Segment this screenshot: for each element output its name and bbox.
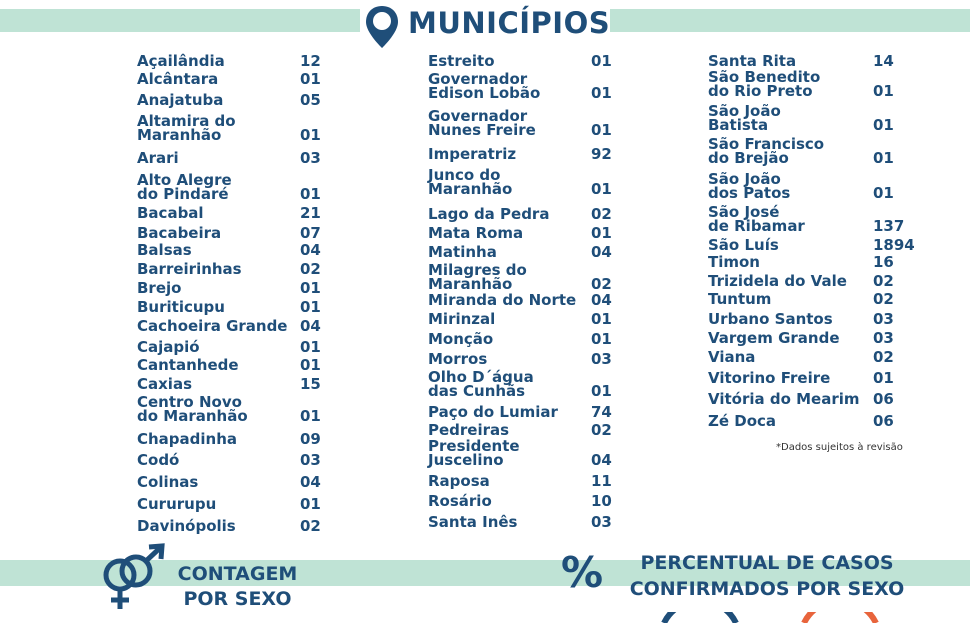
case-count: 06 bbox=[873, 390, 894, 408]
municipio-name: Davinópolis bbox=[137, 517, 236, 535]
municipio-name: Milagres do Maranhão bbox=[428, 261, 527, 293]
municipio-name: Alto Alegre do Pindaré bbox=[137, 171, 232, 203]
case-count: 01 bbox=[873, 149, 894, 167]
percent-icon: % bbox=[561, 548, 604, 597]
case-count: 11 bbox=[591, 472, 612, 490]
case-count: 03 bbox=[873, 310, 894, 328]
case-count: 01 bbox=[300, 70, 321, 88]
case-count: 09 bbox=[300, 430, 321, 448]
municipio-name: São Benedito do Rio Preto bbox=[708, 68, 821, 100]
case-count: 16 bbox=[873, 253, 894, 271]
municipio-name: Cantanhede bbox=[137, 356, 239, 374]
municipio-name: Codó bbox=[137, 451, 180, 469]
municipio-name: Lago da Pedra bbox=[428, 205, 550, 223]
case-count: 06 bbox=[873, 412, 894, 430]
municipio-name: Caxias bbox=[137, 375, 192, 393]
municipio-name: Presidente Juscelino bbox=[428, 437, 520, 469]
municipio-name: Junco do Maranhão bbox=[428, 166, 513, 198]
municipio-name: Mata Roma bbox=[428, 224, 524, 242]
case-count: 02 bbox=[300, 260, 321, 278]
case-count: 02 bbox=[873, 272, 894, 290]
municipio-name: Buriticupu bbox=[137, 298, 225, 316]
municipio-name: Zé Doca bbox=[708, 412, 777, 430]
municipio-name: Bacabal bbox=[137, 204, 204, 222]
case-count: 1894 bbox=[873, 236, 915, 254]
municipio-name: Brejo bbox=[137, 279, 182, 297]
municipio-name: Matinha bbox=[428, 243, 497, 261]
case-count: 01 bbox=[591, 121, 612, 139]
case-count: 01 bbox=[300, 338, 321, 356]
municipio-name: Governador Nunes Freire bbox=[428, 107, 536, 139]
case-count: 04 bbox=[591, 243, 612, 261]
case-count: 04 bbox=[300, 317, 321, 335]
municipio-name: Chapadinha bbox=[137, 430, 238, 448]
municipio-name: Viana bbox=[708, 348, 756, 366]
case-count: 14 bbox=[873, 52, 894, 70]
municipio-name: Arari bbox=[137, 149, 179, 167]
case-count: 04 bbox=[300, 241, 321, 259]
municipio-name: São João dos Patos bbox=[708, 170, 791, 202]
contagem-por-sexo-heading: CONTAGEM POR SEXO bbox=[177, 563, 298, 610]
case-count: 137 bbox=[873, 217, 905, 235]
case-count: 10 bbox=[591, 492, 612, 510]
case-count: 01 bbox=[873, 82, 894, 100]
female-percent-chart-arc bbox=[800, 612, 880, 623]
municipio-name: Raposa bbox=[428, 472, 490, 490]
case-count: 01 bbox=[300, 495, 321, 513]
municipio-name: Imperatriz bbox=[428, 145, 517, 163]
case-count: 12 bbox=[300, 52, 321, 70]
case-count: 02 bbox=[591, 275, 612, 293]
municipio-name: Vitória do Mearim bbox=[708, 390, 860, 408]
municipio-name: Trizidela do Vale bbox=[708, 272, 847, 290]
municipio-name: Barreirinhas bbox=[137, 260, 242, 278]
case-count: 01 bbox=[300, 126, 321, 144]
municipio-name: Anajatuba bbox=[137, 91, 224, 109]
case-count: 01 bbox=[873, 369, 894, 387]
case-count: 01 bbox=[591, 180, 612, 198]
municipio-name: São Francisco do Brejão bbox=[708, 135, 825, 167]
municipio-name: Cachoeira Grande bbox=[137, 317, 288, 335]
municipio-name: Tuntum bbox=[708, 290, 772, 308]
male-percent-chart-arc bbox=[660, 612, 740, 623]
case-count: 01 bbox=[591, 382, 612, 400]
case-count: 15 bbox=[300, 375, 321, 393]
case-count: 04 bbox=[591, 451, 612, 469]
municipio-name: Governador Edison Lobão bbox=[428, 70, 541, 102]
case-count: 03 bbox=[591, 350, 612, 368]
case-count: 04 bbox=[300, 473, 321, 491]
municipio-name: Olho D´água das Cunhãs bbox=[428, 368, 534, 400]
case-count: 07 bbox=[300, 224, 321, 242]
case-count: 74 bbox=[591, 403, 612, 421]
municipio-name: Colinas bbox=[137, 473, 199, 491]
case-count: 04 bbox=[591, 291, 612, 309]
municipio-name: Pedreiras bbox=[428, 421, 510, 439]
revision-note: *Dados sujeitos à revisão bbox=[776, 442, 903, 453]
case-count: 02 bbox=[873, 348, 894, 366]
municipio-name: Paço do Lumiar bbox=[428, 403, 558, 421]
case-count: 02 bbox=[873, 290, 894, 308]
municipio-name: Açailândia bbox=[137, 52, 225, 70]
case-count: 01 bbox=[873, 116, 894, 134]
municipio-name: Cajapió bbox=[137, 338, 200, 356]
municipio-name: Urbano Santos bbox=[708, 310, 833, 328]
case-count: 02 bbox=[591, 421, 612, 439]
case-count: 01 bbox=[300, 185, 321, 203]
municipio-name: Mirinzal bbox=[428, 310, 496, 328]
municipio-name: Santa Inês bbox=[428, 513, 518, 531]
case-count: 92 bbox=[591, 145, 612, 163]
case-count: 01 bbox=[591, 310, 612, 328]
case-count: 03 bbox=[300, 451, 321, 469]
municipio-name: Monção bbox=[428, 330, 494, 348]
location-pin-icon bbox=[364, 4, 400, 50]
municipio-name: Estreito bbox=[428, 52, 495, 70]
municipio-name: Santa Rita bbox=[708, 52, 797, 70]
municipio-name: Balsas bbox=[137, 241, 192, 259]
case-count: 03 bbox=[591, 513, 612, 531]
municipio-name: São Luís bbox=[708, 236, 779, 254]
municipio-name: Miranda do Norte bbox=[428, 291, 577, 309]
municipio-name: Centro Novo do Maranhão bbox=[137, 393, 248, 425]
gender-symbols-icon bbox=[98, 543, 170, 613]
case-count: 03 bbox=[873, 329, 894, 347]
municipio-name: Alcântara bbox=[137, 70, 219, 88]
case-count: 01 bbox=[300, 279, 321, 297]
case-count: 01 bbox=[300, 407, 321, 425]
case-count: 03 bbox=[300, 149, 321, 167]
case-count: 01 bbox=[591, 224, 612, 242]
case-count: 01 bbox=[300, 298, 321, 316]
municipio-name: Morros bbox=[428, 350, 488, 368]
case-count: 01 bbox=[591, 52, 612, 70]
case-count: 02 bbox=[300, 517, 321, 535]
municipio-name: Rosário bbox=[428, 492, 492, 510]
municipio-name: Vargem Grande bbox=[708, 329, 840, 347]
municipio-name: Altamira do Maranhão bbox=[137, 112, 236, 144]
case-count: 01 bbox=[300, 356, 321, 374]
case-count: 02 bbox=[591, 205, 612, 223]
municipio-name: Vitorino Freire bbox=[708, 369, 831, 387]
municipio-name: São José de Ribamar bbox=[708, 203, 805, 235]
case-count: 01 bbox=[591, 84, 612, 102]
percentual-heading: PERCENTUAL DE CASOS CONFIRMADOS POR SEXO bbox=[629, 552, 905, 600]
municipio-name: Timon bbox=[708, 253, 760, 271]
case-count: 01 bbox=[873, 184, 894, 202]
municipio-name: Bacabeira bbox=[137, 224, 222, 242]
page-title: MUNICÍPIOS bbox=[408, 6, 611, 40]
case-count: 21 bbox=[300, 204, 321, 222]
municipio-name: São João Batista bbox=[708, 102, 781, 134]
case-count: 05 bbox=[300, 91, 321, 109]
case-count: 01 bbox=[591, 330, 612, 348]
municipio-name: Cururupu bbox=[137, 495, 217, 513]
